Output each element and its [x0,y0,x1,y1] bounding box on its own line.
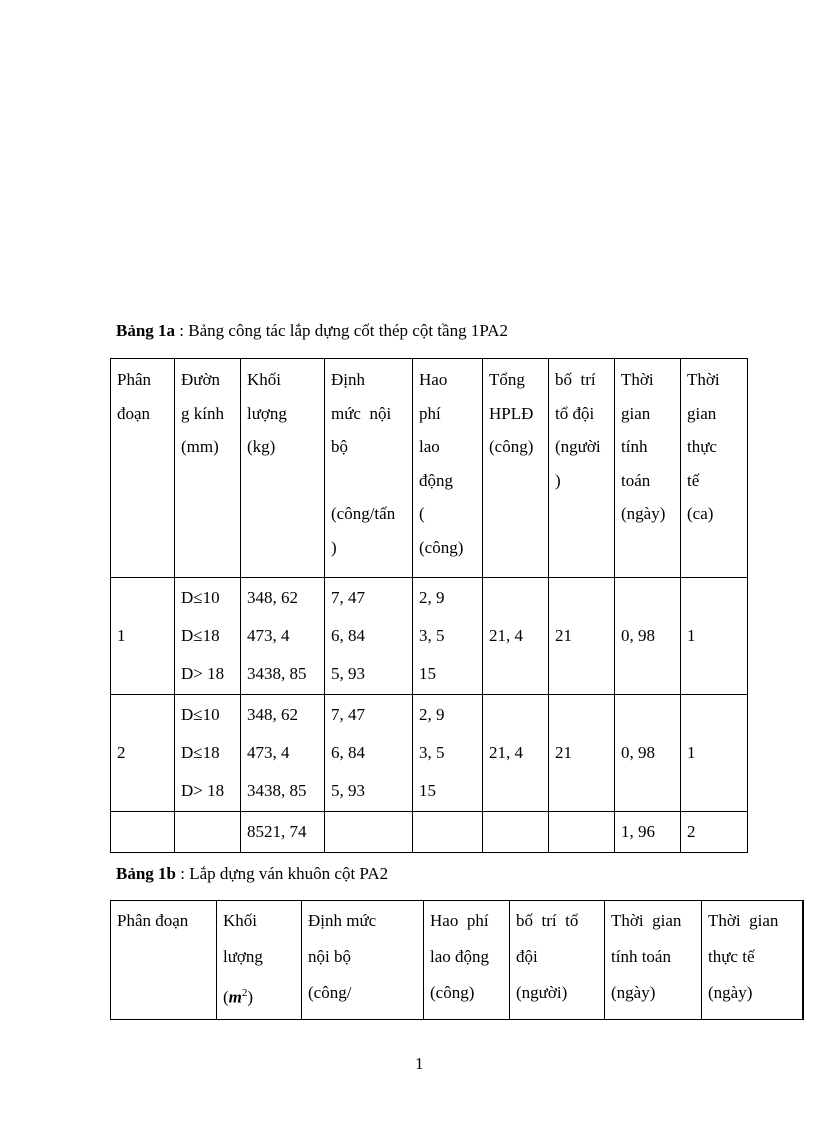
cell-tg-tinh-toan: 0, 98 [615,578,681,695]
cell-dinh-muc: 7, 47 6, 84 5, 93 [325,695,413,812]
table-1a-caption-text: : Bảng công tác lắp dựng cốt thép cột tầng 1PA2 [175,321,508,340]
table-1a-caption [116,321,508,341]
cell-tong-hpld: 21, 4 [483,695,549,812]
header-hao-phi: Hao phí lao động (công) [424,901,510,1020]
cell-hao-phi: 2, 9 3, 5 15 [413,578,483,695]
cell-total-khoi-luong: 8521, 74 [241,812,325,853]
header-khoi-luong: Khối lượng (kg) [241,359,325,578]
header-hao-phi: Hao phí lao động ( (công) [413,359,483,578]
table-row [111,578,748,695]
header-tg-thuc-te: Thời gian thực tế (ngày) [702,901,803,1020]
table-1a [110,358,748,853]
cell-phan-doan: 1 [111,578,175,695]
header-phan-doan: Phân đoạn [111,359,175,578]
cell-duong-kinh: D≤10 D≤18 D> 18 [175,695,241,812]
cell-tg-tinh-toan: 0, 98 [615,695,681,812]
cell-tg-thuc-te: 1 [681,695,748,812]
header-bo-tri: bố trí tổ đội (người) [510,901,605,1020]
header-tg-tinh-toan: Thời gian tính toán (ngày) [615,359,681,578]
cell-bo-tri: 21 [549,578,615,695]
header-phan-doan: Phân đoạn [111,901,217,1020]
cell-empty [325,812,413,853]
header-bo-tri: bố trí tổ đội (người ) [549,359,615,578]
table-total-row [111,812,748,853]
table-1b-caption-text: : Lắp dựng ván khuôn cột PA2 [176,864,389,883]
cell-total-tg-thuc-te: 2 [681,812,748,853]
table-header-row [111,359,748,578]
table-1b-caption-label: Bảng 1b [116,864,176,883]
cell-empty [413,812,483,853]
table-row [111,695,748,812]
header-khoi-luong: Khối lượng $(m^2)$ [217,901,302,1020]
cell-empty [549,812,615,853]
cell-empty [483,812,549,853]
header-dinh-muc: Định mức nội bộ (công/tấn ) [325,359,413,578]
cell-total-tg-tinh-toan: 1, 96 [615,812,681,853]
cell-khoi-luong: 348, 62 473, 4 3438, 85 [241,695,325,812]
cell-tong-hpld: 21, 4 [483,578,549,695]
cell-duong-kinh: D≤10 D≤18 D> 18 [175,578,241,695]
cell-empty [111,812,175,853]
table-1b-caption [116,864,388,884]
table-header-row [111,901,803,1020]
cell-dinh-muc: 7, 47 6, 84 5, 93 [325,578,413,695]
cell-hao-phi: 2, 9 3, 5 15 [413,695,483,812]
cell-khoi-luong: 348, 62 473, 4 3438, 85 [241,578,325,695]
header-tg-tinh-toan: Thời gian tính toán (ngày) [605,901,702,1020]
header-duong-kinh: Đườn g kính (mm) [175,359,241,578]
page-number: 1 [415,1054,424,1073]
cell-empty [175,812,241,853]
cell-phan-doan: 2 [111,695,175,812]
table-1a-caption-label: Bảng 1a [116,321,176,340]
table-1b [110,900,804,1020]
cell-bo-tri: 21 [549,695,615,812]
header-tg-thuc-te: Thời gian thực tế (ca) [681,359,748,578]
header-tong-hpld: Tổng HPLĐ (công) [483,359,549,578]
cell-tg-thuc-te: 1 [681,578,748,695]
header-dinh-muc: Định mức nội bộ (công/ [302,901,424,1020]
